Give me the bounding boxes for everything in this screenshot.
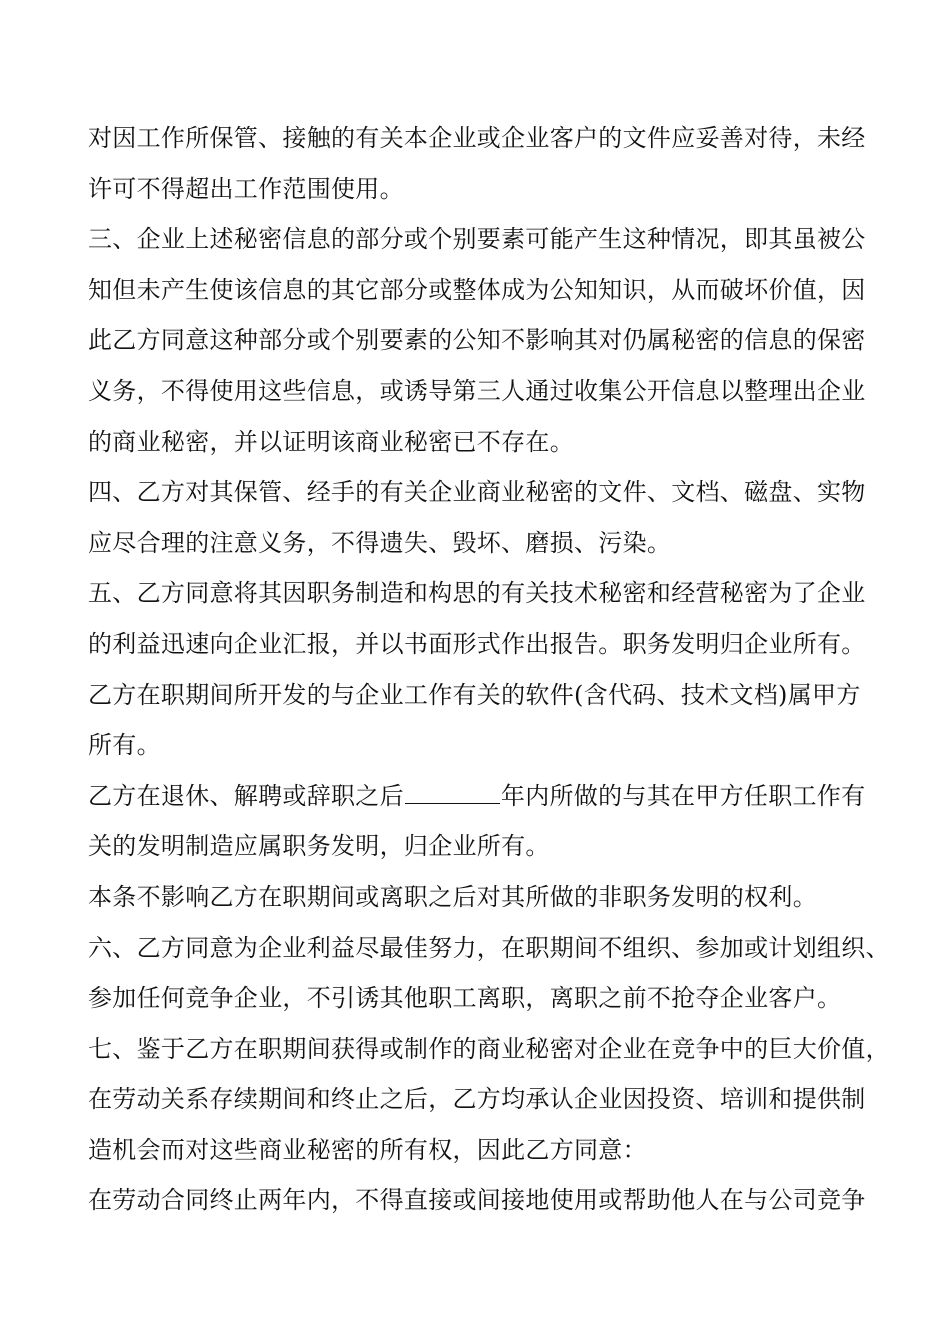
text-line: 造机会而对这些商业秘密的所有权，因此乙方同意： xyxy=(88,1135,647,1164)
text-segment: 乙方在退休、解聘或辞职之后 xyxy=(88,781,404,810)
text-line: 六、乙方同意为企业利益尽最佳努力，在职期间不组织、参加或计划组织、 xyxy=(88,933,890,962)
text-line: 五、乙方同意将其因职务制造和构思的有关技术秘密和经营秘密为了企业 xyxy=(88,579,866,608)
text-line: 乙方在职期间所开发的与企业工作有关的软件(含代码、技术文档)属甲方 xyxy=(88,680,861,709)
text-line-with-blank xyxy=(88,776,868,827)
text-line: 的商业秘密，并以证明该商业秘密已不存在。 xyxy=(88,427,574,456)
text-line: 知但未产生使该信息的其它部分或整体成为公知知识，从而破坏价值，因 xyxy=(88,275,866,304)
text-line: 许可不得超出工作范围使用。 xyxy=(88,174,404,203)
text-line: 七、鉴于乙方在职期间获得或制作的商业秘密对企业在竞争中的巨大价值， xyxy=(88,1034,890,1063)
text-line: 本条不影响乙方在职期间或离职之后对其所做的非职务发明的权利。 xyxy=(88,882,817,911)
fill-in-blank xyxy=(405,777,500,804)
text-line: 四、乙方对其保管、经手的有关企业商业秘密的文件、文档、磁盘、实物 xyxy=(88,478,866,507)
text-line: 的利益迅速向企业汇报，并以书面形式作出报告。职务发明归企业所有。 xyxy=(88,629,866,658)
text-line: 三、企业上述秘密信息的部分或个别要素可能产生这种情况，即其虽被公 xyxy=(88,225,866,254)
text-line: 关的发明制造应属职务发明，归企业所有。 xyxy=(88,832,550,861)
text-line: 此乙方同意这种部分或个别要素的公知不影响其对仍属秘密的信息的保密 xyxy=(88,326,866,355)
text-line: 参加任何竞争企业，不引诱其他职工离职，离职之前不抢夺企业客户。 xyxy=(88,984,842,1013)
text-line: 在劳动合同终止两年内，不得直接或间接地使用或帮助他人在与公司竞争 xyxy=(88,1186,866,1215)
text-line: 在劳动关系存续期间和终止之后，乙方均承认企业因投资、培训和提供制 xyxy=(88,1085,866,1114)
text-segment: 年内所做的与其在甲方任职工作有 xyxy=(500,781,866,810)
document-body xyxy=(88,118,890,1231)
text-line: 所有。 xyxy=(88,731,161,760)
text-line: 义务，不得使用这些信息，或诱导第三人通过收集公开信息以整理出企业 xyxy=(88,376,866,405)
text-line: 对因工作所保管、接触的有关本企业或企业客户的文件应妥善对待，未经 xyxy=(88,124,866,152)
text-line: 应尽合理的注意义务，不得遗失、毁坏、磨损、污染。 xyxy=(88,528,672,557)
